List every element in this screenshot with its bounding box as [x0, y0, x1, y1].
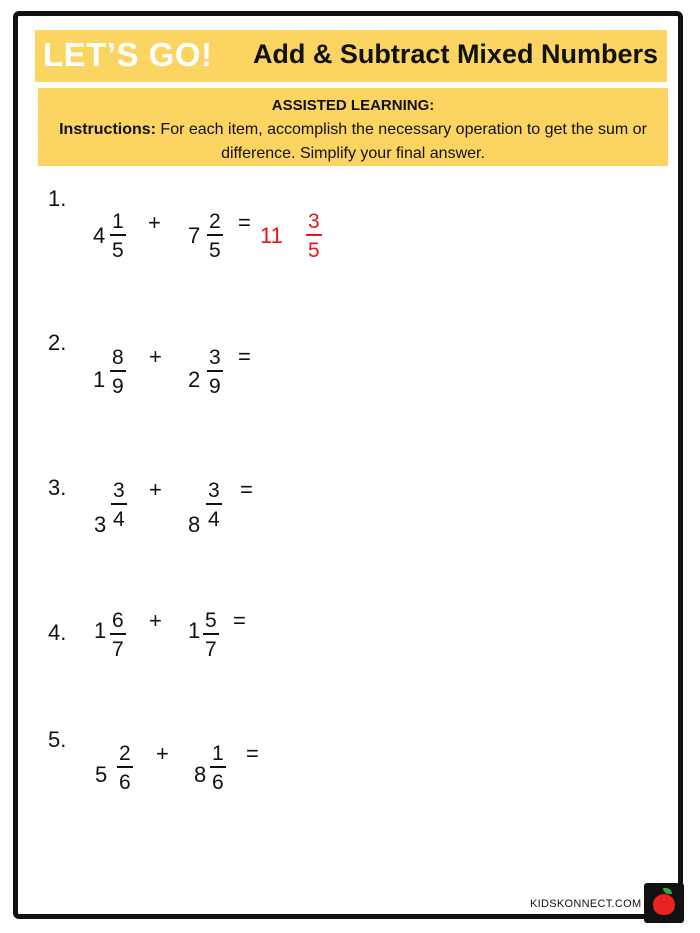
problem-3-b-denominator: 4: [208, 508, 220, 531]
instructions-box: [38, 88, 668, 166]
problem-2-b-whole: 2: [188, 367, 201, 392]
header-banner: [35, 30, 667, 82]
problem-5-b-whole: 8: [194, 762, 207, 787]
problem-4-b-numerator: 5: [203, 610, 219, 635]
problem-3-a-fraction: [111, 480, 127, 530]
problem-4-b-denominator: 7: [205, 638, 217, 661]
problem-3-operator: +: [149, 477, 162, 502]
problem-1-b-fraction: [207, 211, 223, 261]
problem-3-a-numerator: 3: [111, 480, 127, 505]
problem-2-operator: +: [149, 344, 162, 369]
problem-1-answer-whole: 11: [260, 223, 283, 248]
problem-3-b-numerator: 3: [206, 480, 222, 505]
problem-2-b-numerator: 3: [207, 347, 223, 372]
problem-1-a-denominator: 5: [112, 239, 124, 262]
problem-1-b-numerator: 2: [207, 211, 223, 236]
problem-4-equals: =: [233, 608, 246, 633]
problem-3-b-fraction: [206, 480, 222, 530]
footer-site-name: KIDSKONNECT.COM: [530, 898, 642, 910]
problem-4-a-numerator: 6: [110, 610, 126, 635]
problem-4-a-denominator: 7: [112, 638, 124, 661]
problem-4-a-whole: 1: [94, 618, 107, 643]
apple-body: [653, 894, 675, 915]
problem-2-equals: =: [238, 344, 251, 369]
problem-4-b-whole: 1: [188, 618, 201, 643]
apple-icon: [644, 883, 684, 923]
problem-3-a-denominator: 4: [113, 508, 125, 531]
problem-4-a-fraction: [110, 610, 126, 660]
worksheet-title: Add & Subtract Mixed Numbers: [252, 39, 658, 69]
problem-5-b-denominator: 6: [212, 771, 224, 794]
problem-5-a-numerator: 2: [117, 743, 133, 768]
problem-1-a-whole: 4: [93, 223, 106, 248]
problem-5-a-whole: 5: [95, 762, 108, 787]
lets-go-badge: LET’S GO!: [43, 36, 213, 73]
problem-2-a-numerator: 8: [110, 347, 126, 372]
problem-5-number: 5.: [48, 727, 67, 752]
problem-3-b-whole: 8: [188, 512, 201, 537]
problem-3-equals: =: [240, 477, 253, 502]
problem-1-answer-numerator: 3: [306, 211, 322, 236]
problem-2-a-whole: 1: [93, 367, 106, 392]
problem-2-b-denominator: 9: [209, 375, 221, 398]
problem-5-a-fraction: [117, 743, 133, 793]
problem-3-a-whole: 3: [94, 512, 107, 537]
problem-5-b-fraction: [210, 743, 226, 793]
problem-4-operator: +: [149, 608, 162, 633]
problem-1-a-numerator: 1: [110, 211, 126, 236]
problem-1-equals: =: [238, 210, 251, 235]
instructions-text: [38, 118, 668, 166]
problem-5-operator: +: [156, 741, 169, 766]
problem-2-b-fraction: [207, 347, 223, 397]
problem-2-number: 2.: [48, 330, 67, 355]
problem-1-operator: +: [148, 210, 161, 235]
problem-2-a-denominator: 9: [112, 375, 124, 398]
problem-3-number: 3.: [48, 475, 67, 500]
problem-5-b-numerator: 1: [210, 743, 226, 768]
instructions-heading: ASSISTED LEARNING:: [271, 97, 435, 114]
problem-1-a-fraction: [110, 211, 126, 261]
instructions-body: For each item, accomplish the necessary operation to get the sum or difference. Simplify your final answer.: [155, 121, 647, 162]
problem-1-answer-fraction: [306, 211, 322, 261]
problem-2-a-fraction: [110, 347, 126, 397]
problem-5-equals: =: [246, 741, 259, 766]
problem-4-number: 4.: [48, 620, 67, 645]
problem-1-b-whole: 7: [188, 223, 201, 248]
problem-5-a-denominator: 6: [119, 771, 131, 794]
problem-1-number: 1.: [48, 186, 67, 211]
problem-4-b-fraction: [203, 610, 219, 660]
problem-1-b-denominator: 5: [209, 239, 221, 262]
instructions-label: Instructions:: [59, 121, 156, 138]
problem-1-answer-denominator: 5: [308, 239, 320, 262]
